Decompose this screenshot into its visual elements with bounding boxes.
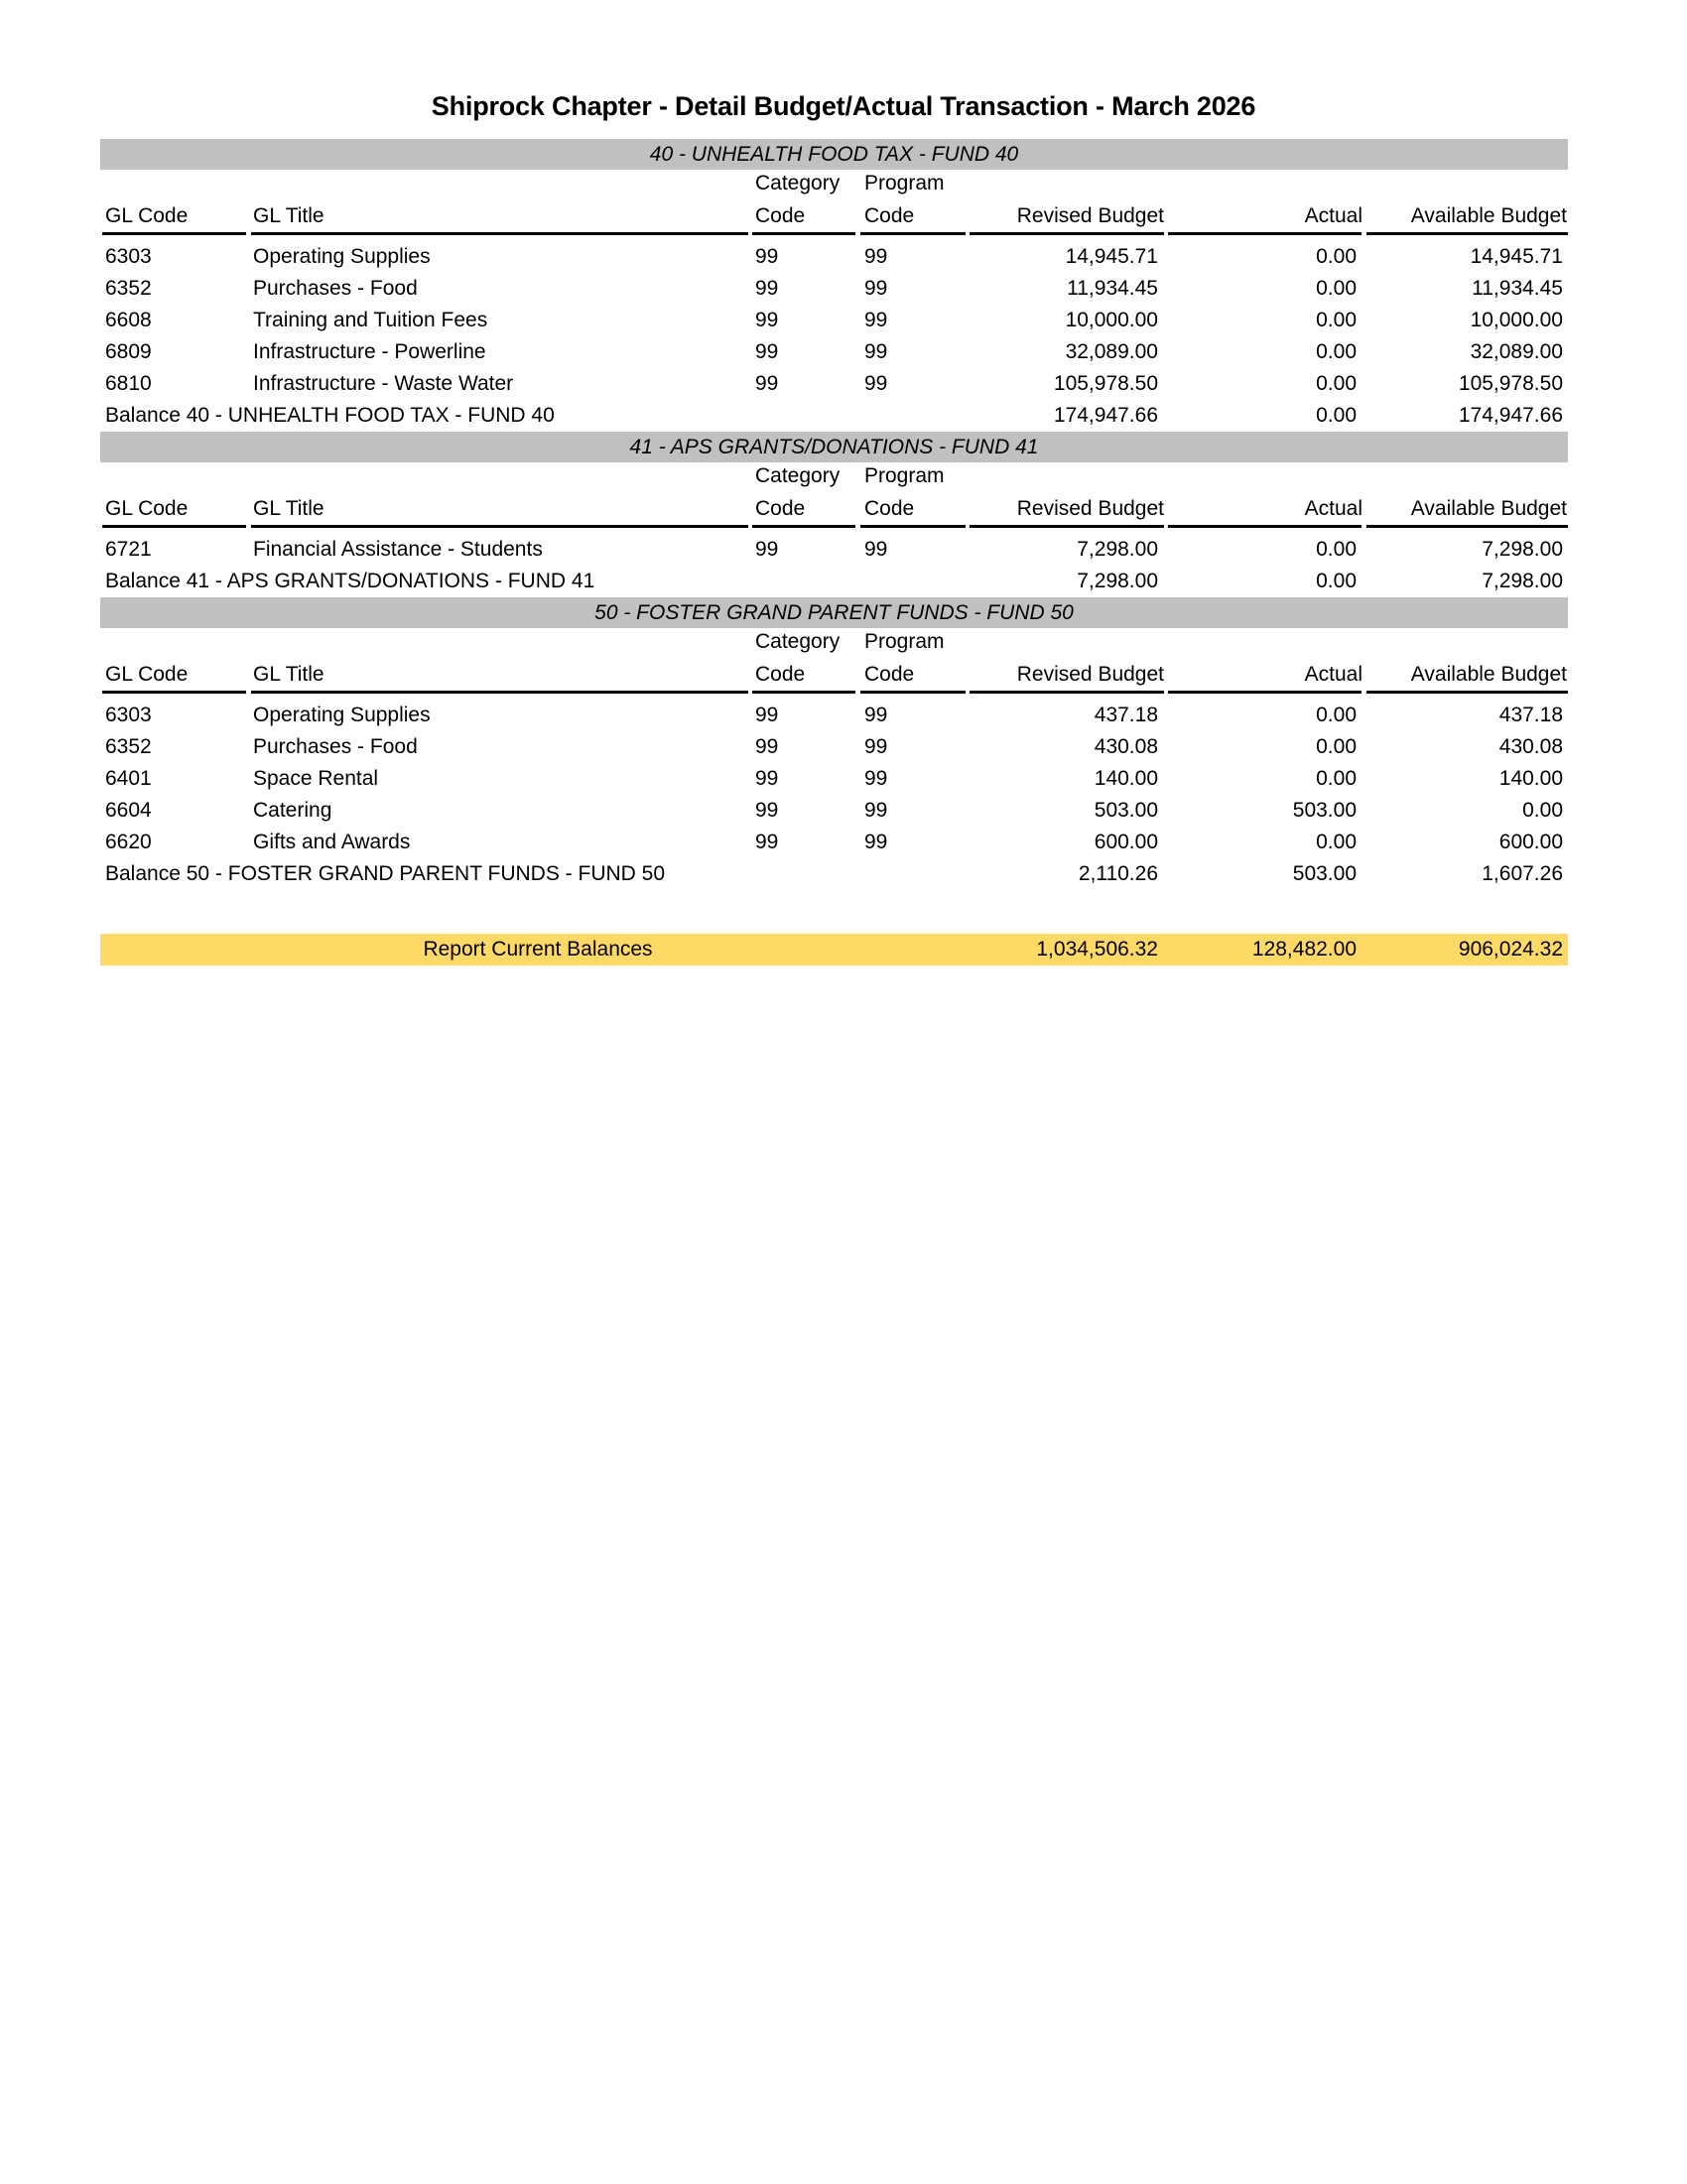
cell-program-code: 99 bbox=[864, 799, 888, 822]
column-header bbox=[100, 170, 1568, 235]
cell-actual: 0.00 bbox=[1316, 735, 1357, 758]
header-rule bbox=[1366, 691, 1568, 694]
cell-available-budget: 10,000.00 bbox=[1470, 309, 1563, 331]
total-section bbox=[100, 890, 1568, 965]
fund-banner-label: 41 - APS GRANTS/DONATIONS - FUND 41 bbox=[629, 436, 1039, 458]
report-table bbox=[100, 139, 1568, 965]
cell-category-code: 99 bbox=[755, 799, 779, 822]
header-category-code: Code bbox=[755, 663, 806, 686]
fund-section bbox=[100, 597, 1568, 890]
cell-gl-title: Purchases - Food bbox=[253, 277, 418, 300]
fund-banner bbox=[100, 597, 1568, 628]
cell-gl-code: 6809 bbox=[105, 340, 152, 363]
header-gl-title: GL Title bbox=[253, 204, 324, 227]
header-category-code: Code bbox=[755, 497, 806, 520]
cell-available-budget: 140.00 bbox=[1498, 767, 1563, 790]
balance-actual: 0.00 bbox=[1316, 404, 1357, 427]
header-rule bbox=[102, 232, 246, 235]
cell-actual: 0.00 bbox=[1316, 372, 1357, 395]
header-rule bbox=[102, 525, 246, 528]
cell-category-code: 99 bbox=[755, 704, 779, 726]
header-rule bbox=[1168, 232, 1362, 235]
cell-gl-title: Purchases - Food bbox=[253, 735, 418, 758]
cell-category-code: 99 bbox=[755, 767, 779, 790]
header-category-top: Category bbox=[755, 172, 841, 194]
cell-gl-code: 6352 bbox=[105, 735, 152, 758]
table-row bbox=[100, 368, 1568, 400]
cell-category-code: 99 bbox=[755, 309, 779, 331]
cell-program-code: 99 bbox=[864, 372, 888, 395]
balance-available: 1,607.26 bbox=[1482, 862, 1563, 885]
cell-gl-code: 6608 bbox=[105, 309, 152, 331]
total-label: Report Current Balances bbox=[423, 938, 653, 961]
cell-actual: 0.00 bbox=[1316, 245, 1357, 268]
table-row bbox=[100, 534, 1568, 566]
cell-actual: 0.00 bbox=[1316, 704, 1357, 726]
header-gl-code: GL Code bbox=[105, 204, 189, 227]
cell-gl-title: Operating Supplies bbox=[253, 245, 431, 268]
table-row bbox=[100, 241, 1568, 273]
header-rule bbox=[752, 525, 855, 528]
balance-actual: 0.00 bbox=[1316, 570, 1357, 592]
header-rule bbox=[102, 691, 246, 694]
cell-gl-code: 6303 bbox=[105, 245, 152, 268]
cell-program-code: 99 bbox=[864, 245, 888, 268]
cell-revised-budget: 600.00 bbox=[1094, 831, 1158, 853]
cell-available-budget: 437.18 bbox=[1498, 704, 1563, 726]
header-revised-budget: Revised Budget bbox=[1016, 497, 1164, 520]
cell-actual: 0.00 bbox=[1316, 309, 1357, 331]
header-program-top: Program bbox=[864, 172, 945, 194]
fund-balance-row bbox=[100, 858, 1568, 890]
cell-actual: 0.00 bbox=[1316, 831, 1357, 853]
fund-rows bbox=[100, 241, 1568, 400]
header-program-top: Program bbox=[864, 464, 945, 487]
cell-program-code: 99 bbox=[864, 831, 888, 853]
report-title: Shiprock Chapter - Detail Budget/Actual Transaction - March 2026 bbox=[431, 91, 1256, 121]
header-rule bbox=[970, 525, 1164, 528]
header-rule bbox=[251, 691, 748, 694]
cell-gl-code: 6810 bbox=[105, 372, 152, 395]
cell-gl-title: Space Rental bbox=[253, 767, 379, 790]
table-row bbox=[100, 731, 1568, 763]
header-rule bbox=[1168, 525, 1362, 528]
header-revised-budget: Revised Budget bbox=[1016, 663, 1164, 686]
cell-gl-title: Gifts and Awards bbox=[253, 831, 411, 853]
cell-available-budget: 600.00 bbox=[1498, 831, 1563, 853]
fund-balance-row bbox=[100, 400, 1568, 432]
cell-gl-title: Training and Tuition Fees bbox=[253, 309, 488, 331]
fund-banner bbox=[100, 139, 1568, 170]
cell-category-code: 99 bbox=[755, 372, 779, 395]
header-gl-code: GL Code bbox=[105, 663, 189, 686]
header-rule bbox=[860, 691, 966, 694]
cell-available-budget: 32,089.00 bbox=[1470, 340, 1563, 363]
cell-category-code: 99 bbox=[755, 735, 779, 758]
header-rule bbox=[251, 232, 748, 235]
table-row bbox=[100, 305, 1568, 336]
cell-revised-budget: 140.00 bbox=[1094, 767, 1158, 790]
header-rule bbox=[1366, 232, 1568, 235]
cell-revised-budget: 105,978.50 bbox=[1053, 372, 1158, 395]
total-spacer bbox=[100, 890, 1568, 934]
balance-available: 174,947.66 bbox=[1458, 404, 1563, 427]
cell-gl-code: 6401 bbox=[105, 767, 152, 790]
cell-category-code: 99 bbox=[755, 277, 779, 300]
cell-category-code: 99 bbox=[755, 538, 779, 561]
header-available-budget: Available Budget bbox=[1410, 204, 1567, 227]
table-row bbox=[100, 795, 1568, 827]
header-actual: Actual bbox=[1304, 663, 1363, 686]
cell-gl-code: 6303 bbox=[105, 704, 152, 726]
header-available-budget: Available Budget bbox=[1410, 663, 1567, 686]
header-rule bbox=[970, 232, 1164, 235]
cell-revised-budget: 430.08 bbox=[1094, 735, 1158, 758]
cell-gl-title: Catering bbox=[253, 799, 332, 822]
cell-program-code: 99 bbox=[864, 735, 888, 758]
header-rule bbox=[860, 525, 966, 528]
cell-program-code: 99 bbox=[864, 309, 888, 331]
cell-program-code: 99 bbox=[864, 340, 888, 363]
cell-actual: 0.00 bbox=[1316, 340, 1357, 363]
header-gl-code: GL Code bbox=[105, 497, 189, 520]
header-rule bbox=[251, 525, 748, 528]
balance-label: Balance 40 - UNHEALTH FOOD TAX - FUND 40 bbox=[105, 404, 555, 427]
fund-rows bbox=[100, 700, 1568, 858]
fund-section bbox=[100, 432, 1568, 597]
table-row bbox=[100, 700, 1568, 731]
total-actual: 128,482.00 bbox=[1251, 938, 1357, 961]
cell-category-code: 99 bbox=[755, 340, 779, 363]
header-rule bbox=[1168, 691, 1362, 694]
cell-actual: 503.00 bbox=[1292, 799, 1357, 822]
cell-gl-code: 6352 bbox=[105, 277, 152, 300]
cell-revised-budget: 11,934.45 bbox=[1067, 277, 1158, 300]
header-revised-budget: Revised Budget bbox=[1016, 204, 1164, 227]
cell-revised-budget: 14,945.71 bbox=[1065, 245, 1158, 268]
balance-label: Balance 50 - FOSTER GRAND PARENT FUNDS - FUND 50 bbox=[105, 862, 666, 885]
cell-available-budget: 14,945.71 bbox=[1470, 245, 1563, 268]
balance-revised: 7,298.00 bbox=[1077, 570, 1158, 592]
cell-revised-budget: 437.18 bbox=[1094, 704, 1158, 726]
header-rule bbox=[970, 691, 1164, 694]
header-category-top: Category bbox=[755, 630, 841, 653]
cell-gl-code: 6721 bbox=[105, 538, 152, 561]
header-program-code: Code bbox=[864, 497, 915, 520]
fund-banner bbox=[100, 432, 1568, 462]
report-total-bar bbox=[100, 934, 1568, 965]
cell-revised-budget: 503.00 bbox=[1094, 799, 1158, 822]
header-program-code: Code bbox=[864, 204, 915, 227]
cell-gl-title: Operating Supplies bbox=[253, 704, 431, 726]
balance-available: 7,298.00 bbox=[1482, 570, 1563, 592]
fund-section bbox=[100, 139, 1568, 432]
cell-revised-budget: 32,089.00 bbox=[1065, 340, 1158, 363]
column-header bbox=[100, 628, 1568, 694]
header-actual: Actual bbox=[1304, 204, 1363, 227]
header-rule bbox=[860, 232, 966, 235]
header-category-code: Code bbox=[755, 204, 806, 227]
header-category-top: Category bbox=[755, 464, 841, 487]
balance-revised: 174,947.66 bbox=[1053, 404, 1158, 427]
cell-gl-title: Financial Assistance - Students bbox=[253, 538, 543, 561]
header-rule bbox=[752, 691, 855, 694]
cell-revised-budget: 7,298.00 bbox=[1077, 538, 1158, 561]
cell-program-code: 99 bbox=[864, 704, 888, 726]
fund-banner-label: 40 - UNHEALTH FOOD TAX - FUND 40 bbox=[649, 143, 1019, 166]
cell-gl-title: Infrastructure - Waste Water bbox=[253, 372, 514, 395]
cell-actual: 0.00 bbox=[1316, 277, 1357, 300]
cell-available-budget: 7,298.00 bbox=[1482, 538, 1563, 561]
cell-available-budget: 430.08 bbox=[1498, 735, 1563, 758]
cell-actual: 0.00 bbox=[1316, 538, 1357, 561]
header-gl-title: GL Title bbox=[253, 663, 324, 686]
cell-actual: 0.00 bbox=[1316, 767, 1357, 790]
table-row bbox=[100, 827, 1568, 858]
cell-program-code: 99 bbox=[864, 767, 888, 790]
table-row bbox=[100, 273, 1568, 305]
balance-label: Balance 41 - APS GRANTS/DONATIONS - FUND 41 bbox=[105, 570, 595, 592]
cell-category-code: 99 bbox=[755, 245, 779, 268]
header-program-top: Program bbox=[864, 630, 945, 653]
cell-available-budget: 0.00 bbox=[1522, 799, 1563, 822]
header-program-code: Code bbox=[864, 663, 915, 686]
header-rule bbox=[752, 232, 855, 235]
cell-program-code: 99 bbox=[864, 538, 888, 561]
cell-available-budget: 105,978.50 bbox=[1458, 372, 1563, 395]
header-actual: Actual bbox=[1304, 497, 1363, 520]
header-rule bbox=[1366, 525, 1568, 528]
cell-revised-budget: 10,000.00 bbox=[1065, 309, 1158, 331]
table-row bbox=[100, 336, 1568, 368]
column-header bbox=[100, 462, 1568, 528]
header-gl-title: GL Title bbox=[253, 497, 324, 520]
cell-gl-code: 6620 bbox=[105, 831, 152, 853]
total-available: 906,024.32 bbox=[1458, 938, 1563, 961]
header-available-budget: Available Budget bbox=[1410, 497, 1567, 520]
cell-program-code: 99 bbox=[864, 277, 888, 300]
total-revised: 1,034,506.32 bbox=[1036, 938, 1158, 961]
cell-available-budget: 11,934.45 bbox=[1472, 277, 1563, 300]
fund-rows bbox=[100, 534, 1568, 566]
fund-banner-label: 50 - FOSTER GRAND PARENT FUNDS - FUND 50 bbox=[594, 601, 1074, 624]
fund-balance-row bbox=[100, 566, 1568, 597]
cell-gl-title: Infrastructure - Powerline bbox=[253, 340, 486, 363]
table-row bbox=[100, 763, 1568, 795]
cell-gl-code: 6604 bbox=[105, 799, 152, 822]
balance-actual: 503.00 bbox=[1292, 862, 1357, 885]
cell-category-code: 99 bbox=[755, 831, 779, 853]
balance-revised: 2,110.26 bbox=[1078, 862, 1158, 885]
